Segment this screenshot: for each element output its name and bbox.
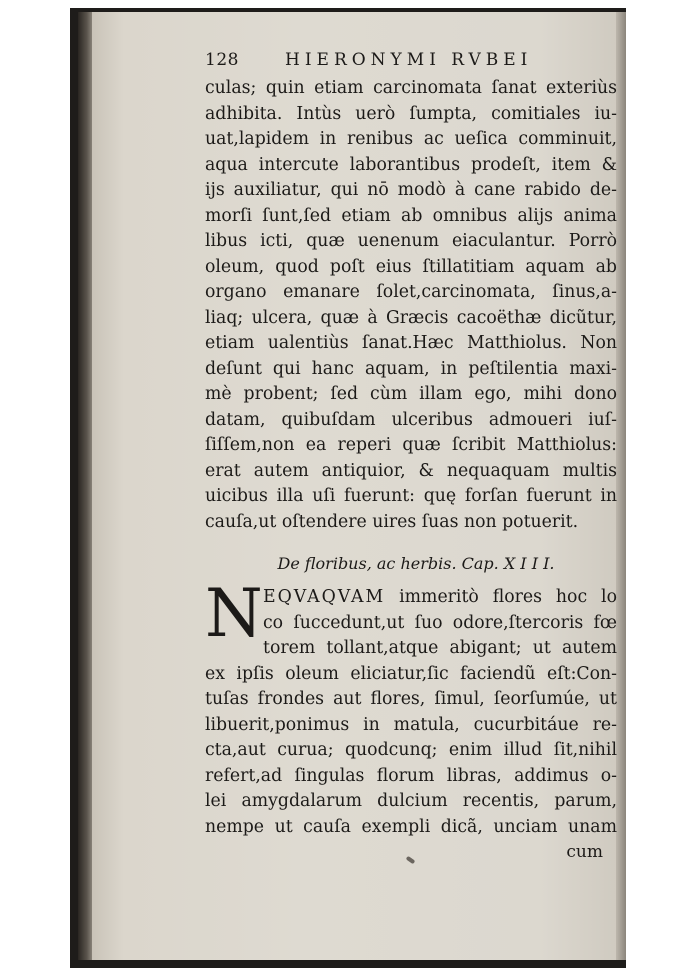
text-line: datam, quibuſdam ulceribus admoueri iuſ- [205,409,617,430]
chapter-paragraph [205,575,617,840]
text-line: ijs auxiliatur, qui nō modò à cane rabido de- [205,180,617,200]
text-line [205,585,617,611]
catchword: cum [566,842,603,862]
running-head: HIERONYMI RVBEI [285,50,533,70]
text-line: nempe ut cauſa exempli dicã, unciam unam [205,816,617,837]
text-line: libus icti, quæ uenenum eiaculantur. Porrò [205,231,617,251]
drop-cap: N [205,575,263,652]
text-line: aqua intercute laborantibus prodeſt, item & [205,154,617,175]
page-number: 128 [205,50,239,70]
text-line: uat,lapidem in renibus ac ueſica comminuit, [205,129,617,149]
text-line: morſi ſunt,ſed etiam ab omnibus alijs anima [205,205,617,226]
text-line: mè probent; ſed cùm illam ego, mihi dono [205,384,617,404]
chapter-heading: De floribus, ac herbis. Cap. X I I I. [277,554,555,573]
text-line: tuſas frondes aut flores, ſimul, ſeorſumúe, ut [205,689,617,709]
text-line-rest: immeritò flores hoc lo [385,587,617,607]
text-block [205,48,617,865]
body-paragraph [205,76,617,535]
text-line: erat autem antiquior, & nequaquam multis [205,460,617,481]
text-line: etiam ualentiùs ſanat.Hæc Matthiolus. Non [205,333,617,353]
text-line: lei amygdalarum dulcium recentis, parum, [205,791,617,811]
page-header [205,48,617,76]
text-line: co ſuccedunt,ut ſuo odore,ſtercoris fœ [263,612,617,633]
text-line: cta,aut curua; quodcunq; enim illud ſit,nihil [205,740,617,760]
text-line: ex ipſis oleum eliciatur,ſic faciendũ eſt:Con- [205,663,617,684]
text-line: uicibus illa uſi fuerunt: quę forſan fuerunt in [205,486,617,506]
text-line: torem tollant,atque abigant; ut autem [263,638,617,658]
text-line: ſiſſem,non ea reperi quæ ſcribit Matthiolus: [205,435,617,455]
text-line: organo emanare ſolet,carcinomata, ſinus,a- [205,282,617,302]
text-line: cauſa,ut oſtendere uires ſuas non potuerit. [205,511,579,532]
page-right-edge [616,12,626,960]
text-line: deſunt qui hanc aquam, in peſtilentia maxi- [205,358,617,379]
text-line: libuerit,ponimus in matula, cucurbitáue re- [205,714,617,735]
text-line: culas; quin etiam carcinomata ſanat exteriùs [205,78,617,98]
text-line: refert,ad ſingulas florum libras, addimus o- [205,765,617,786]
text-line: liaq; ulcera, quæ à Græcis cacoëthæ dicũtur, [205,307,617,328]
opening-word: EQVAQVAM [263,587,386,607]
text-line: adhibita. Intùs uerò ſumpta, comitiales iu- [205,103,617,124]
text-line: oleum, quod poſt eius ſtillatitiam aquam ab [205,256,617,277]
